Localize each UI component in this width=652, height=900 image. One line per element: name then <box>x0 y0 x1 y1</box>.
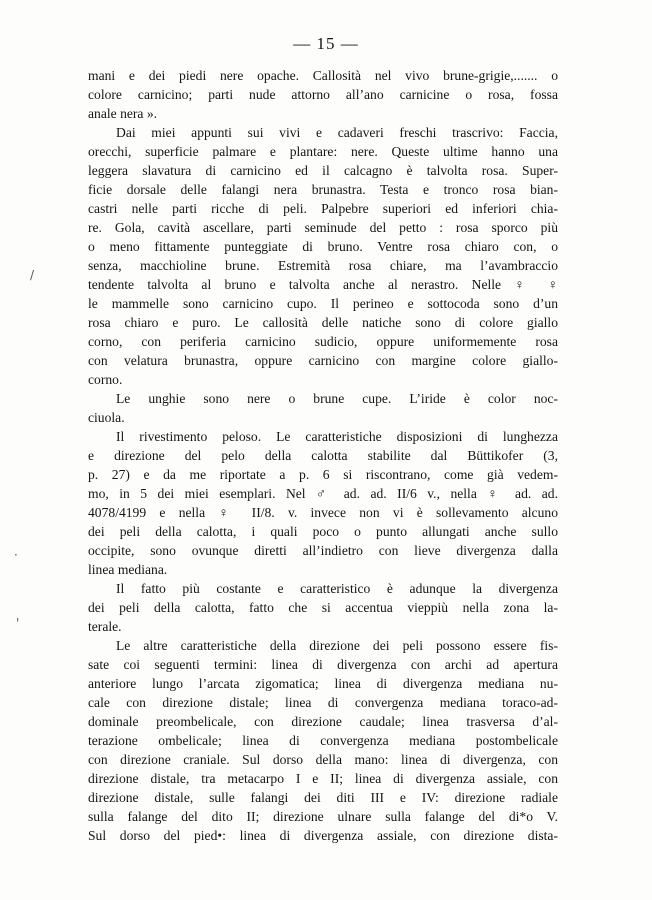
text-line: linea mediana. <box>88 562 168 577</box>
text-line: Dai miei appunti sui vivi e cadaveri freschi trascrivo: Faccia, <box>116 125 558 140</box>
text-line: e direzione del pelo della calotta stabilite dal Büttikofer (3, <box>88 448 558 463</box>
text-line: dei peli della calotta, fatto che si accentua vieppiù nella zona la- <box>88 600 558 615</box>
text-line: sate coi seguenti termini: linea di divergenza con archi ad apertura <box>88 657 558 672</box>
text-line: Il rivestimento peloso. Le caratteristiche disposizioni di lunghezza <box>116 429 558 444</box>
text-line: castri nelle parti ricche di peli. Palpebre superiori ed inferiori chia- <box>88 201 558 216</box>
text-line: le mammelle sono carnicino cupo. Il perineo e sottocoda sono d’un <box>88 296 558 311</box>
text-line: con velatura brunastra, oppure carnicino con margine colore giallo- <box>88 353 558 368</box>
text-line: ciuola. <box>88 410 125 425</box>
text-line: corno. <box>88 372 123 387</box>
text-line: Le unghie sono nere o brune cupe. L’iride è color noc- <box>116 391 558 406</box>
text-line: Le altre caratteristiche della direzione dei peli possono essere fis- <box>116 638 558 653</box>
text-line: sulla falange del dito II; direzione ulnare sulla falange del di*o V. <box>88 809 558 824</box>
text-line: direzione distale, sulle falangi dei diti III e IV: direzione radiale <box>88 790 558 805</box>
text-line: leggera slavatura di carnicino ed il calcagno è talvolta rosa. Super- <box>88 163 558 178</box>
margin-mark: ' <box>16 616 20 630</box>
margin-mark: · <box>14 548 18 562</box>
text-line: ficie dorsale delle falangi nera brunastra. Testa e tronco rosa bian- <box>88 182 558 197</box>
text-line: 4078/4199 e nella ♀ II/8. v. invece non vi è sollevamento alcuno <box>88 505 558 520</box>
text-line: terale. <box>88 619 122 634</box>
body-text <box>88 66 558 845</box>
text-line: senza, macchioline brune. Estremità rosa chiare, ma l’avambraccio <box>88 258 558 273</box>
text-line: dei peli della calotta, i quali poco o punto allungati anche sullo <box>88 524 558 539</box>
text-line: re. Gola, cavità ascellare, parti seminude del petto : rosa sporco più <box>88 220 558 235</box>
margin-mark: / <box>30 268 35 282</box>
text-line: direzione distale, tra metacarpo I e II; linea di divergenza assiale, con <box>88 771 558 786</box>
text-line: dominale preombelicale, con direzione caudale; linea trasversa d’al- <box>88 714 558 729</box>
page-number: — 15 — <box>293 34 359 53</box>
text-line: anale nera ». <box>88 106 158 121</box>
text-line: terazione ombelicale; linea di convergenza mediana postombelicale <box>88 733 558 748</box>
text-line: colore carnicino; parti nude attorno all’ano carnicine o rosa, fossa <box>88 87 558 102</box>
text-line: anteriore lungo l’arcata zigomatica; linea di divergenza mediana nu- <box>88 676 558 691</box>
text-line: p. 27) e da me riportate a p. 6 si riscontrano, come già vedem- <box>88 467 558 482</box>
text-line: mani e dei piedi nere opache. Callosità nel vivo brune-grigie,....... o <box>88 68 558 83</box>
text-line: occipite, sono ovunque diretti all’indietro con lieve divergenza dalla <box>88 543 558 558</box>
text-line: Sul dorso del pied•: linea di divergenza assiale, con direzione dista- <box>88 828 558 843</box>
text-line: tendente talvolta al bruno e talvolta anche al nerastro. Nelle ♀ ♀ <box>88 277 558 292</box>
text-line: orecchi, superficie palmare e plantare: nere. Queste ultime hanno una <box>88 144 558 159</box>
text-line: corno, con periferia carnicino sudicio, oppure uniformemente rosa <box>88 334 558 349</box>
text-line: mo, in 5 dei miei esemplari. Nel ♂ ad. ad. II/6 v., nella ♀ ad. ad. <box>88 486 558 501</box>
text-line: o meno fittamente punteggiate di bruno. Ventre rosa chiaro con, o <box>88 239 558 254</box>
text-line: cale con direzione distale; linea di convergenza mediana toraco-ad- <box>88 695 558 710</box>
text-line: rosa chiaro e puro. Le callosità delle natiche sono di colore giallo <box>88 315 558 330</box>
text-line: Il fatto più costante e caratteristico è adunque la divergenza <box>116 581 558 596</box>
text-line: con direzione craniale. Sul dorso della mano: linea di divergenza, con <box>88 752 558 767</box>
